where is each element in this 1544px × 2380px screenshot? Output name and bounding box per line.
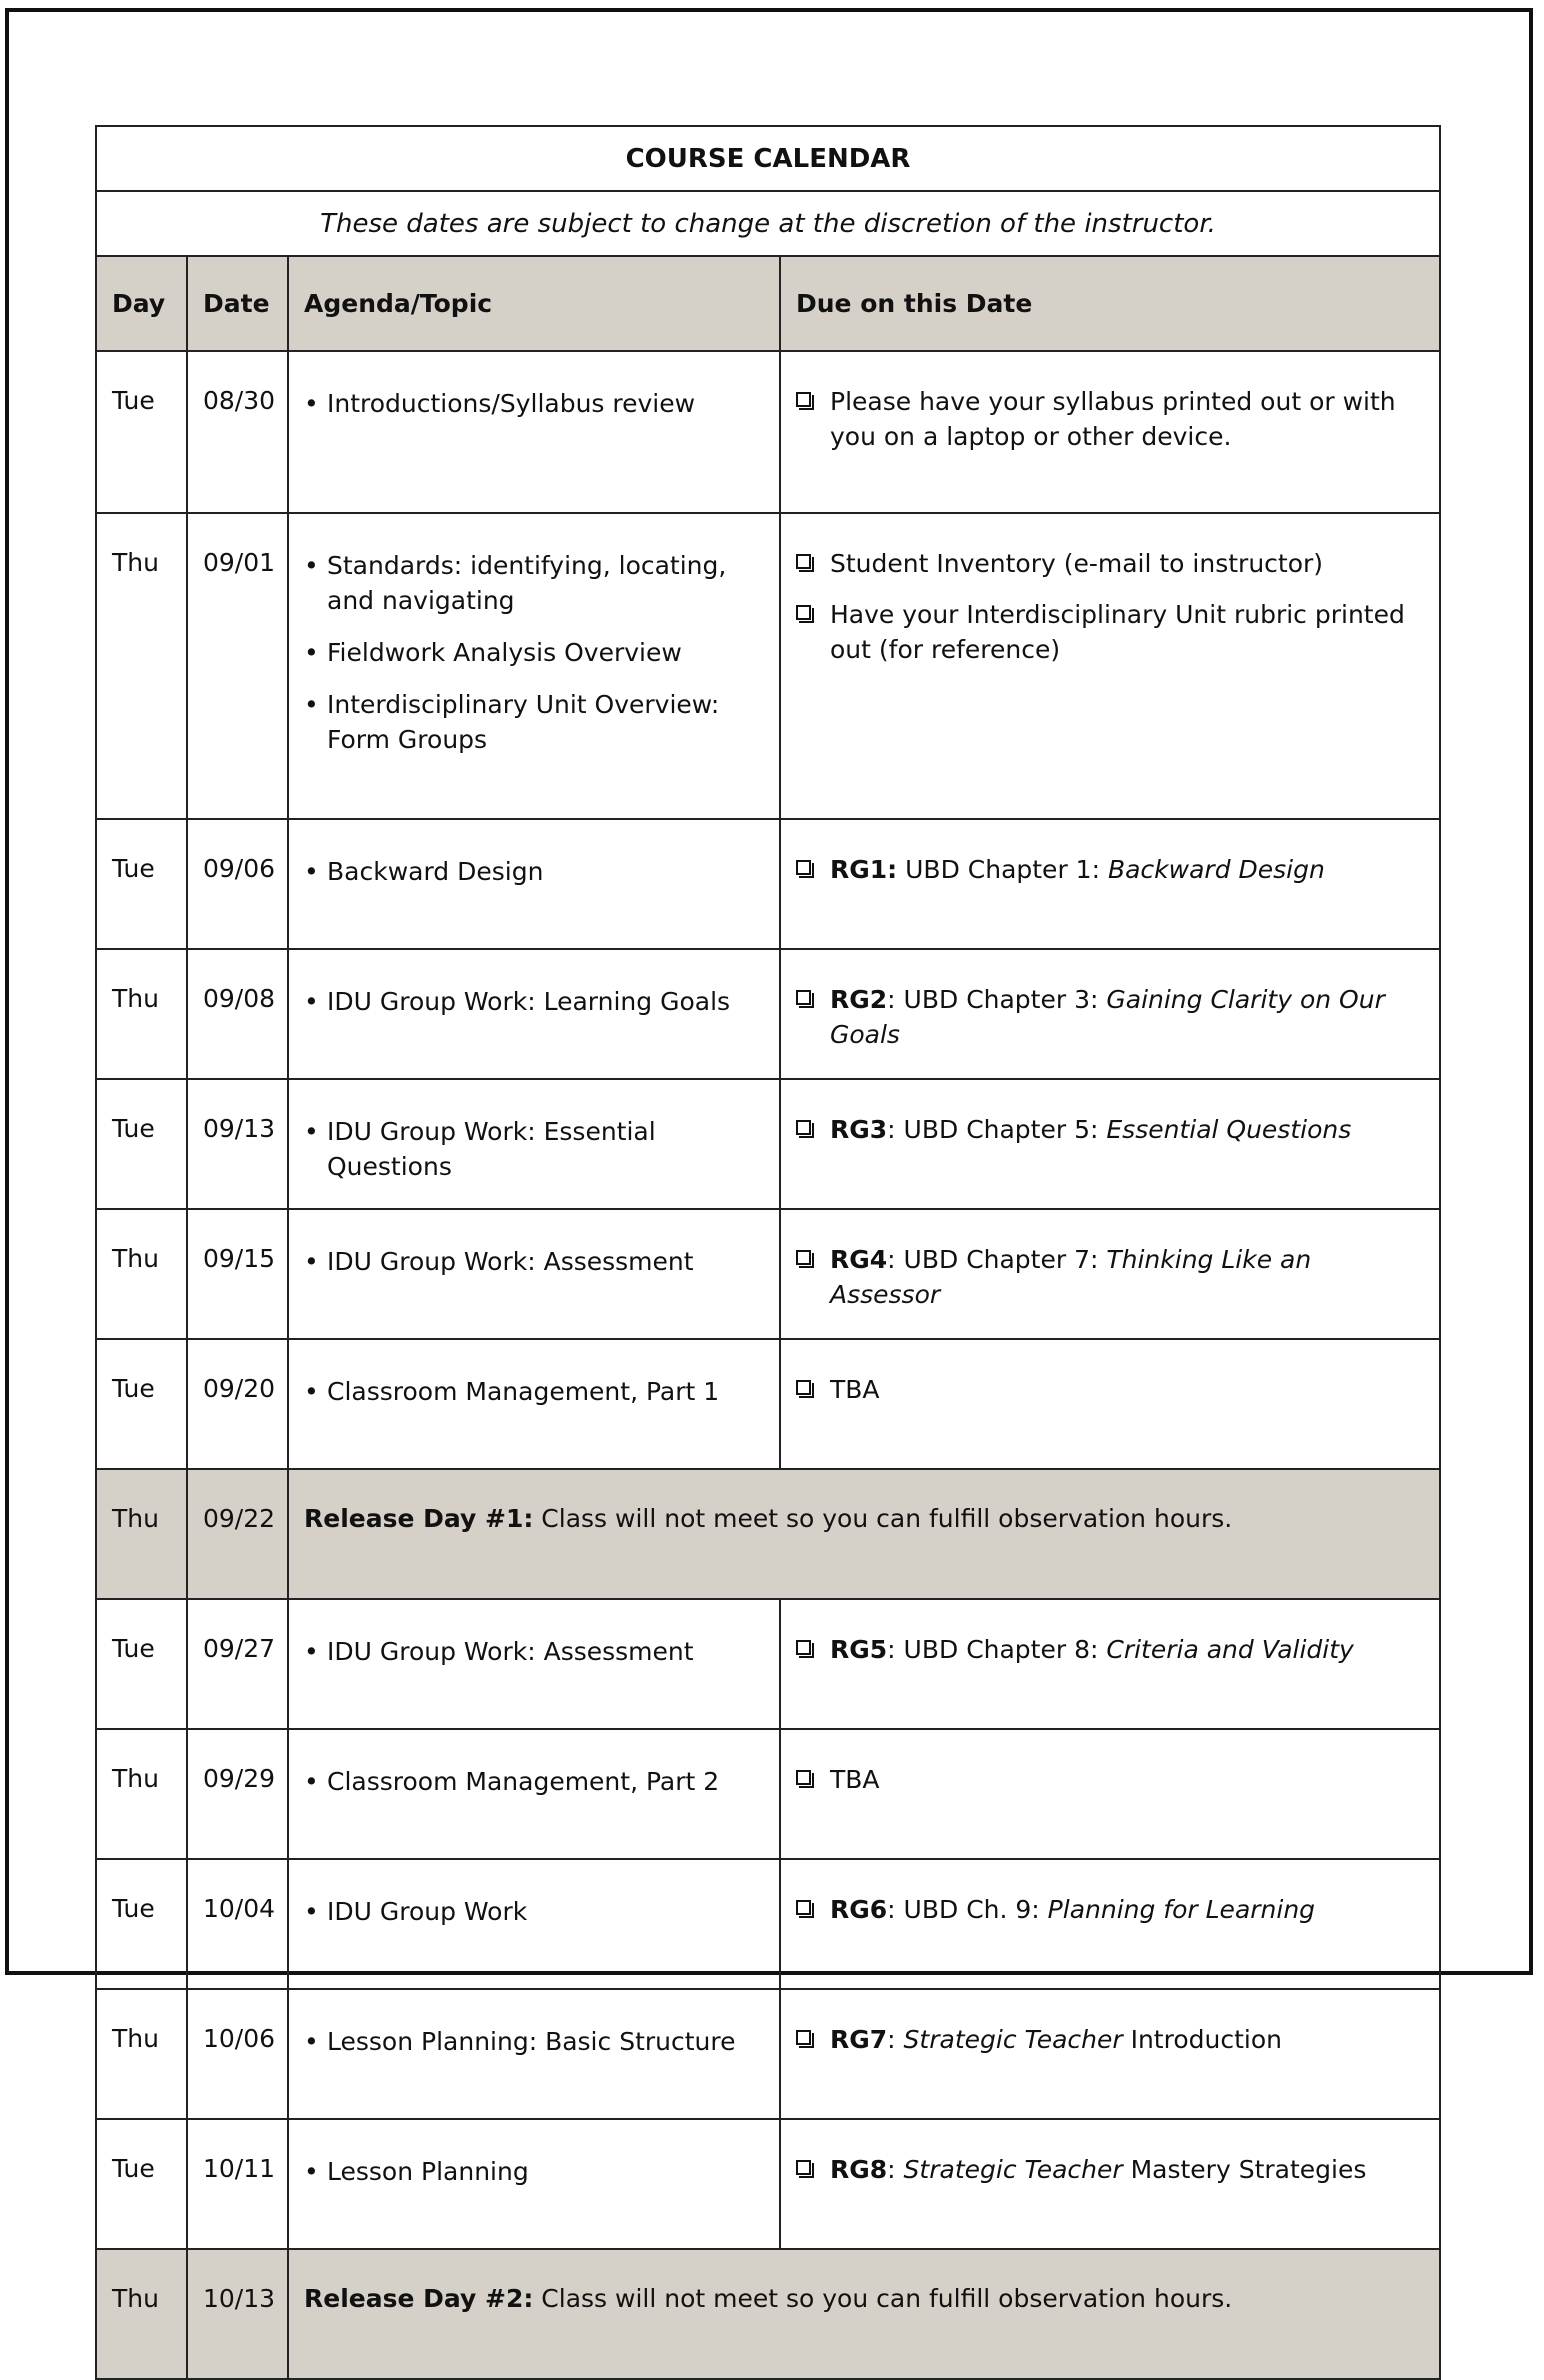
due-item <box>796 2152 1419 2187</box>
bullet-icon: • <box>304 1247 319 1276</box>
due-list <box>781 514 1439 667</box>
agenda-item <box>304 1894 769 1929</box>
date-cell: 09/15 <box>187 1209 288 1339</box>
header-due: Due on this Date <box>780 256 1440 351</box>
due-cell <box>780 1079 1440 1209</box>
due-item-text: Have your Interdisciplinary Unit rubric printed out (for reference) <box>830 600 1405 664</box>
agenda-list <box>289 1210 779 1279</box>
day-cell: Tue <box>96 351 187 513</box>
checkbox-icon <box>796 2160 811 2175</box>
due-cell <box>780 1859 1440 1989</box>
table-row <box>96 1729 1440 1859</box>
reading-title: Gaining Clarity on Our Goals <box>830 985 1385 1049</box>
due-item-text: : UBD Chapter 3: <box>887 985 1107 1014</box>
agenda-item <box>304 984 769 1019</box>
agenda-cell <box>288 2119 780 2249</box>
reading-guide-code: RG8 <box>830 2155 888 2184</box>
agenda-list <box>289 1730 779 1799</box>
due-item <box>796 1632 1419 1667</box>
day-cell: Tue <box>96 1079 187 1209</box>
day-cell: Thu <box>96 949 187 1079</box>
due-list <box>781 1210 1439 1312</box>
reading-title: Criteria and Validity <box>1106 1635 1354 1664</box>
agenda-cell <box>288 351 780 513</box>
due-list <box>781 1600 1439 1667</box>
day-cell: Tue <box>96 1859 187 1989</box>
reading-guide-code: RG1: <box>830 855 898 884</box>
due-item <box>796 597 1419 667</box>
table-row <box>96 1859 1440 1989</box>
date-cell: 10/13 <box>187 2249 288 2379</box>
due-item-text: TBA <box>830 1765 880 1794</box>
day-cell: Tue <box>96 819 187 949</box>
date-cell: 09/06 <box>187 819 288 949</box>
date-cell: 09/08 <box>187 949 288 1079</box>
due-cell <box>780 351 1440 513</box>
agenda-item <box>304 2024 769 2059</box>
due-list <box>781 1860 1439 1927</box>
due-cell <box>780 819 1440 949</box>
day-cell: Thu <box>96 1469 187 1599</box>
agenda-list <box>289 1860 779 1929</box>
reading-guide-code: RG2 <box>830 985 888 1014</box>
agenda-item-text: Classroom Management, Part 1 <box>327 1377 720 1406</box>
due-item-suffix: Introduction <box>1122 2025 1282 2054</box>
checkbox-icon <box>796 860 811 875</box>
day-cell: Tue <box>96 1339 187 1469</box>
agenda-item-text: IDU Group Work <box>327 1897 528 1926</box>
release-description: Class will not meet so you can fulfill observation hours. <box>533 2284 1233 2313</box>
agenda-item-text: IDU Group Work: Assessment <box>327 1637 694 1666</box>
due-cell <box>780 1599 1440 1729</box>
due-list <box>781 352 1439 454</box>
date-cell: 09/22 <box>187 1469 288 1599</box>
day-cell: Thu <box>96 513 187 819</box>
bullet-icon: • <box>304 638 319 667</box>
header-date: Date <box>187 256 288 351</box>
due-list <box>781 950 1439 1052</box>
agenda-item <box>304 635 769 670</box>
reading-title: Essential Questions <box>1106 1115 1352 1144</box>
release-text <box>289 1470 1439 1533</box>
due-item <box>796 1112 1419 1147</box>
reading-title: Backward Design <box>1107 855 1325 884</box>
agenda-list <box>289 1990 779 2059</box>
date-cell: 10/04 <box>187 1859 288 1989</box>
checkbox-icon <box>796 1380 811 1395</box>
due-cell <box>780 949 1440 1079</box>
agenda-list <box>289 352 779 421</box>
checkbox-icon <box>796 1640 811 1655</box>
agenda-cell <box>288 1599 780 1729</box>
agenda-list <box>289 950 779 1019</box>
due-item-text: UBD Chapter 1: <box>897 855 1108 884</box>
reading-guide-code: RG5 <box>830 1635 888 1664</box>
due-list <box>781 820 1439 887</box>
table-row <box>96 819 1440 949</box>
agenda-item-text: Standards: identifying, locating, and navigating <box>327 551 727 615</box>
due-list <box>781 1340 1439 1407</box>
due-item-text: Student Inventory (e-mail to instructor) <box>830 549 1324 578</box>
table-row <box>96 513 1440 819</box>
checkbox-icon <box>796 990 811 1005</box>
due-cell <box>780 1989 1440 2119</box>
due-item-text: : UBD Chapter 5: <box>887 1115 1107 1144</box>
due-list <box>781 2120 1439 2187</box>
due-list <box>781 1990 1439 2057</box>
release-description: Class will not meet so you can fulfill observation hours. <box>533 1504 1233 1533</box>
date-cell: 08/30 <box>187 351 288 513</box>
calendar-note: These dates are subject to change at the discretion of the instructor. <box>96 191 1440 256</box>
agenda-item-text: Classroom Management, Part 2 <box>327 1767 720 1796</box>
header-day: Day <box>96 256 187 351</box>
checkbox-icon <box>796 1250 811 1265</box>
agenda-cell <box>288 1339 780 1469</box>
agenda-item <box>304 1634 769 1669</box>
due-item <box>796 2022 1419 2057</box>
table-row <box>96 1339 1440 1469</box>
agenda-item <box>304 386 769 421</box>
due-item-text: : <box>887 2025 904 2054</box>
due-list <box>781 1730 1439 1797</box>
agenda-item <box>304 687 769 757</box>
checkbox-icon <box>796 1770 811 1785</box>
agenda-item-text: Lesson Planning: Basic Structure <box>327 2027 736 2056</box>
course-calendar-table <box>95 125 1441 2380</box>
bullet-icon: • <box>304 1117 319 1146</box>
table-row <box>96 2119 1440 2249</box>
agenda-list <box>289 514 779 757</box>
agenda-item-text: Backward Design <box>327 857 544 886</box>
agenda-item <box>304 548 769 618</box>
checkbox-icon <box>796 605 811 620</box>
bullet-icon: • <box>304 2157 319 2186</box>
agenda-item-text: IDU Group Work: Learning Goals <box>327 987 731 1016</box>
table-row <box>96 1599 1440 1729</box>
agenda-cell <box>288 1989 780 2119</box>
day-cell: Thu <box>96 2249 187 2379</box>
agenda-list <box>289 1600 779 1669</box>
agenda-list <box>289 1340 779 1409</box>
due-item-text: Please have your syllabus printed out or with you on a laptop or other device. <box>830 387 1396 451</box>
due-item <box>796 982 1419 1052</box>
day-cell: Thu <box>96 1989 187 2119</box>
agenda-item-text: IDU Group Work: Essential Questions <box>327 1117 656 1181</box>
bullet-icon: • <box>304 1767 319 1796</box>
day-cell: Thu <box>96 1729 187 1859</box>
release-label: Release Day #2: <box>304 2284 534 2313</box>
bullet-icon: • <box>304 389 319 418</box>
due-item-text: : UBD Ch. 9: <box>887 1895 1048 1924</box>
due-cell <box>780 1729 1440 1859</box>
due-item-text: : UBD Chapter 7: <box>887 1245 1107 1274</box>
header-agenda: Agenda/Topic <box>288 256 780 351</box>
day-cell: Thu <box>96 1209 187 1339</box>
date-cell: 09/29 <box>187 1729 288 1859</box>
agenda-cell <box>288 1079 780 1209</box>
due-cell <box>780 1339 1440 1469</box>
release-cell <box>288 2249 1440 2379</box>
agenda-item-text: IDU Group Work: Assessment <box>327 1247 694 1276</box>
bullet-icon: • <box>304 690 319 719</box>
due-item-text: : UBD Chapter 8: <box>887 1635 1107 1664</box>
agenda-cell <box>288 949 780 1079</box>
bullet-icon: • <box>304 1897 319 1926</box>
agenda-cell <box>288 819 780 949</box>
release-day-row <box>96 2249 1440 2379</box>
due-item <box>796 546 1419 581</box>
date-cell: 09/20 <box>187 1339 288 1469</box>
checkbox-icon <box>796 2030 811 2045</box>
agenda-list <box>289 820 779 889</box>
reading-guide-code: RG7 <box>830 2025 888 2054</box>
reading-title: Strategic Teacher <box>903 2155 1123 2184</box>
due-item <box>796 1762 1419 1797</box>
checkbox-icon <box>796 1900 811 1915</box>
table-row <box>96 1989 1440 2119</box>
agenda-item-text: Interdisciplinary Unit Overview: Form Groups <box>327 690 720 754</box>
due-item <box>796 384 1419 454</box>
agenda-item <box>304 1114 769 1184</box>
agenda-item-text: Introductions/Syllabus review <box>327 389 696 418</box>
bullet-icon: • <box>304 987 319 1016</box>
checkbox-icon <box>796 1120 811 1135</box>
due-item <box>796 852 1419 887</box>
reading-guide-code: RG3 <box>830 1115 888 1144</box>
date-cell: 09/01 <box>187 513 288 819</box>
day-cell: Tue <box>96 2119 187 2249</box>
agenda-item <box>304 2154 769 2189</box>
due-item-text: TBA <box>830 1375 880 1404</box>
due-item-text: : <box>887 2155 904 2184</box>
agenda-item-text: Fieldwork Analysis Overview <box>327 638 682 667</box>
release-text <box>289 2250 1439 2313</box>
table-row <box>96 351 1440 513</box>
agenda-list <box>289 1080 779 1184</box>
table-row <box>96 1209 1440 1339</box>
reading-title: Thinking Like an Assessor <box>830 1245 1312 1309</box>
agenda-item <box>304 1764 769 1799</box>
due-list <box>781 1080 1439 1147</box>
day-cell: Tue <box>96 1599 187 1729</box>
agenda-cell <box>288 1859 780 1989</box>
bullet-icon: • <box>304 1637 319 1666</box>
checkbox-icon <box>796 392 811 407</box>
due-cell <box>780 1209 1440 1339</box>
checkbox-icon <box>796 554 811 569</box>
reading-title: Planning for Learning <box>1047 1895 1316 1924</box>
due-cell <box>780 2119 1440 2249</box>
due-item <box>796 1372 1419 1407</box>
agenda-item <box>304 1244 769 1279</box>
date-cell: 09/27 <box>187 1599 288 1729</box>
table-row <box>96 1079 1440 1209</box>
agenda-cell <box>288 1729 780 1859</box>
date-cell: 09/13 <box>187 1079 288 1209</box>
reading-guide-code: RG6 <box>830 1895 888 1924</box>
release-label: Release Day #1: <box>304 1504 534 1533</box>
release-cell <box>288 1469 1440 1599</box>
agenda-cell <box>288 513 780 819</box>
due-cell <box>780 513 1440 819</box>
agenda-cell <box>288 1209 780 1339</box>
agenda-item <box>304 1374 769 1409</box>
bullet-icon: • <box>304 857 319 886</box>
bullet-icon: • <box>304 1377 319 1406</box>
bullet-icon: • <box>304 551 319 580</box>
date-cell: 10/11 <box>187 2119 288 2249</box>
due-item <box>796 1892 1419 1927</box>
due-item-suffix: Mastery Strategies <box>1122 2155 1367 2184</box>
reading-title: Strategic Teacher <box>903 2025 1123 2054</box>
release-day-row <box>96 1469 1440 1599</box>
calendar-title: COURSE CALENDAR <box>96 126 1440 191</box>
agenda-item-text: Lesson Planning <box>327 2157 529 2186</box>
table-row <box>96 949 1440 1079</box>
agenda-item <box>304 854 769 889</box>
date-cell: 10/06 <box>187 1989 288 2119</box>
reading-guide-code: RG4 <box>830 1245 888 1274</box>
agenda-list <box>289 2120 779 2189</box>
due-item <box>796 1242 1419 1312</box>
bullet-icon: • <box>304 2027 319 2056</box>
